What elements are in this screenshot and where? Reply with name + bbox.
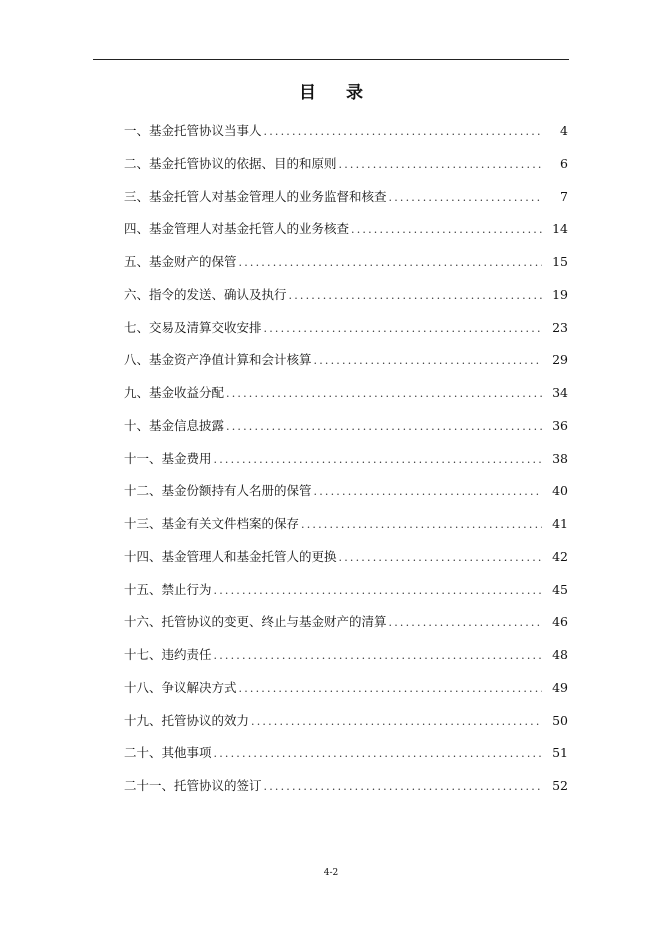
- toc-entry[interactable]: [124, 285, 568, 318]
- dot-leader: [214, 744, 542, 764]
- toc-entry-label: 十、基金信息披露: [124, 417, 225, 433]
- dot-leader: [226, 417, 542, 437]
- toc-entry[interactable]: [124, 678, 568, 711]
- toc-entry[interactable]: [124, 711, 568, 744]
- toc-entry-label: 十三、基金有关文件档案的保存: [124, 516, 300, 531]
- toc-entry[interactable]: [124, 318, 568, 351]
- toc-entry[interactable]: [124, 645, 568, 678]
- toc-entry-label: 三、基金托管人对基金管理人的业务监督和核查: [124, 188, 387, 204]
- toc-entry[interactable]: [124, 449, 568, 482]
- toc-entry-page: 42: [552, 548, 568, 564]
- toc-entry-label: 六、指令的发送、确认及执行: [124, 286, 287, 302]
- page-number: 4-2: [323, 868, 339, 878]
- toc-entry-label: 二十、其他事项: [124, 745, 212, 761]
- dot-leader: [314, 351, 542, 371]
- dot-leader: [214, 646, 542, 666]
- toc-entry-label: 十八、争议解决方式: [124, 679, 237, 695]
- toc-entry[interactable]: [124, 743, 568, 776]
- toc-entry[interactable]: [124, 580, 568, 613]
- dot-leader: [264, 777, 542, 797]
- toc-entry-page: 45: [552, 581, 568, 597]
- dot-leader: [289, 286, 542, 306]
- toc-entry[interactable]: [124, 219, 568, 252]
- dot-leader: [339, 548, 542, 568]
- dot-leader: [389, 188, 542, 208]
- toc-entry-label: 七、交易及清算交收安排: [124, 319, 262, 335]
- toc-entry-page: 38: [552, 450, 568, 466]
- toc-entry[interactable]: [124, 547, 568, 580]
- toc-entry-page: 14: [552, 221, 568, 237]
- toc-entry[interactable]: [124, 383, 568, 416]
- toc-entry-page: 41: [552, 516, 568, 531]
- toc-entry-label: 十九、托管协议的效力: [124, 712, 250, 728]
- dot-leader: [264, 122, 542, 142]
- dot-leader: [239, 679, 542, 699]
- toc-entry-label: 一、基金托管协议当事人: [124, 123, 262, 138]
- toc-entry-page: 4: [560, 123, 568, 138]
- toc-entry-page: 15: [552, 254, 568, 269]
- toc-entry-label: 十四、基金管理人和基金托管人的更换: [124, 548, 337, 564]
- toc-entry-page: 6: [560, 155, 568, 171]
- toc-entry-label: 二十一、托管协议的签订: [124, 778, 262, 793]
- toc-entry[interactable]: [124, 776, 568, 809]
- toc-entry-page: 7: [560, 188, 568, 204]
- toc-entry-label: 十二、基金份额持有人名册的保管: [124, 483, 312, 499]
- toc-entry-page: 51: [552, 745, 568, 761]
- dot-leader: [251, 712, 542, 732]
- dot-leader: [389, 613, 542, 633]
- toc-entry[interactable]: [124, 481, 568, 514]
- toc-entry-page: 49: [552, 679, 568, 695]
- toc-entry[interactable]: [124, 121, 568, 154]
- toc-entry[interactable]: [124, 252, 568, 285]
- toc-entry-label: 二、基金托管协议的依据、目的和原则: [124, 155, 337, 171]
- dot-leader: [301, 515, 542, 535]
- toc-entry[interactable]: [124, 416, 568, 449]
- dot-leader: [214, 581, 542, 601]
- toc-entry-label: 十一、基金费用: [124, 450, 212, 466]
- toc-entry-page: 50: [552, 712, 568, 728]
- toc-entry-page: 29: [552, 352, 568, 368]
- header-rule: [93, 59, 569, 60]
- toc-entry-page: 23: [552, 319, 568, 335]
- toc-entry[interactable]: [124, 187, 568, 220]
- dot-leader: [226, 384, 542, 404]
- toc-entry-page: 40: [552, 483, 568, 499]
- toc-entry[interactable]: [124, 612, 568, 645]
- toc-entry[interactable]: [124, 350, 568, 383]
- dot-leader: [239, 253, 542, 273]
- dot-leader: [339, 155, 542, 175]
- toc-entry[interactable]: [124, 514, 568, 547]
- toc-entry-page: 34: [552, 385, 568, 400]
- toc-entry-label: 四、基金管理人对基金托管人的业务核查: [124, 221, 350, 237]
- dot-leader: [351, 220, 542, 240]
- toc-entry-page: 36: [552, 417, 568, 433]
- dot-leader: [214, 450, 542, 470]
- toc-entry-label: 五、基金财产的保管: [124, 254, 237, 269]
- toc-entry-label: 九、基金收益分配: [124, 385, 225, 400]
- toc-entry-page: 46: [552, 614, 568, 630]
- toc-entry-page: 48: [552, 647, 568, 662]
- toc-entry-label: 十七、违约责任: [124, 647, 212, 662]
- toc-title-char-2: 录: [346, 83, 363, 103]
- toc-entry-label: 十六、托管协议的变更、终止与基金财产的清算: [124, 614, 387, 630]
- toc-title-char-1: 目: [299, 83, 316, 103]
- toc-title: [0, 78, 662, 103]
- toc-entry-page: 19: [552, 286, 568, 302]
- toc-entry[interactable]: [124, 154, 568, 187]
- toc-entry-page: 52: [552, 778, 568, 793]
- toc-entry-label: 十五、禁止行为: [124, 581, 212, 597]
- toc-entry-label: 八、基金资产净值计算和会计核算: [124, 352, 312, 368]
- dot-leader: [314, 482, 542, 502]
- toc-list: [124, 121, 568, 809]
- dot-leader: [264, 319, 542, 339]
